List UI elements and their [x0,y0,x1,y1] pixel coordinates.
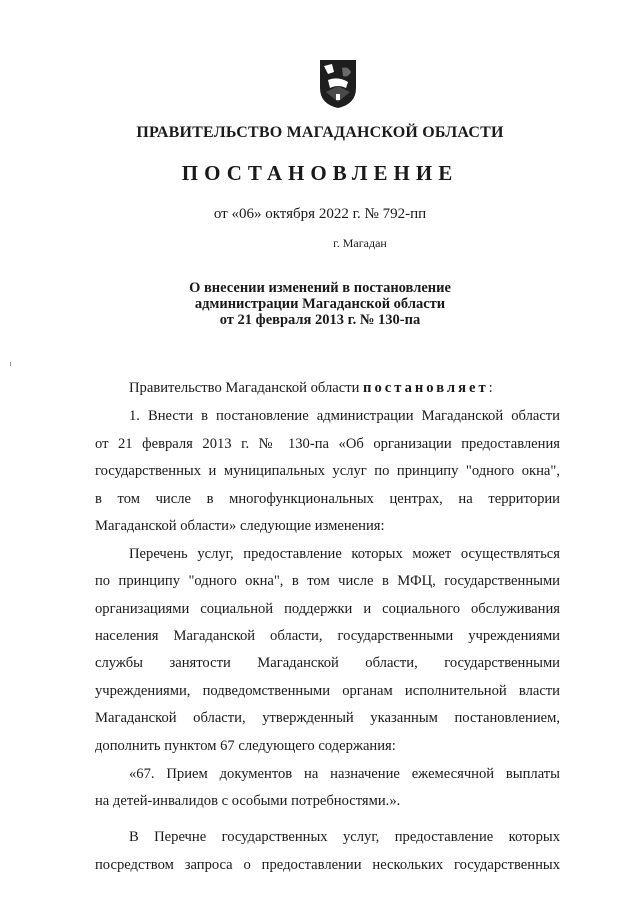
intro-suffix: : [488,380,493,396]
margin-mark [10,362,11,366]
paragraph-line: посредством запроса о предоставлении нескольких государственных [95,857,560,873]
paragraph-line: населения Магаданской области, государственными учреждениями [95,628,560,644]
decree-city: г. Магадан [333,236,387,250]
paragraph-line: 1. Внести в постановление администрации Магаданской области [129,408,560,424]
paragraph-line: государственных и муниципальных услуг по принципу "одного окна", [95,463,560,479]
government-name: ПРАВИТЕЛЬСТВО МАГАДАНСКОЙ ОБЛАСТИ [136,124,504,141]
decree-title [0,280,640,328]
paragraph-line: дополнить пунктом 67 следующего содержания: [95,738,396,754]
paragraph-line: Магаданской области» следующие изменения: [95,518,385,534]
decree-title-line: администрации Магаданской области [194,296,446,312]
paragraph-line: учреждениями, подведомственными органам исполнительной власти [95,683,560,699]
intro-line [95,380,560,400]
paragraph-line: службы занятости Магаданской области, государственными [95,655,560,671]
paragraph-line: организациями социальной поддержки и социального обслуживания [95,601,560,617]
paragraph-line: в том числе в многофункциональных центрах, на территории [95,491,560,507]
document-type: ПОСТАНОВЛЕНИЕ [181,161,459,185]
paragraph-line: Перечень услуг, предоставление которых может осуществляться [129,546,560,562]
intro-keyword: постановляет [363,380,489,396]
paragraph-line: по принципу "одного окна", в том числе в МФЦ, государственными [95,573,560,589]
decree-title-line: О внесении изменений в постановление [189,280,451,296]
paragraph-line: Магаданской области, утвержденный указанным постановлением, [95,710,560,726]
decree-title-line: от 21 февраля 2013 г. № 130-па [219,312,421,328]
coat-of-arms-icon [318,58,358,110]
paragraph-line: на детей-инвалидов с особыми потребностями.». [95,793,401,809]
decree-date-number: от «06» октября 2022 г. № 792-пп [213,206,427,222]
paragraph-line: «67. Прием документов на назначение ежемесячной выплаты [129,766,560,782]
paragraph-line: В Перечне государственных услуг, предоставление которых [129,829,560,845]
paragraph-line: от 21 февраля 2013 г. № 130-па «Об организации предоставления [95,436,560,452]
intro-prefix: Правительство Магаданской области [129,380,364,396]
